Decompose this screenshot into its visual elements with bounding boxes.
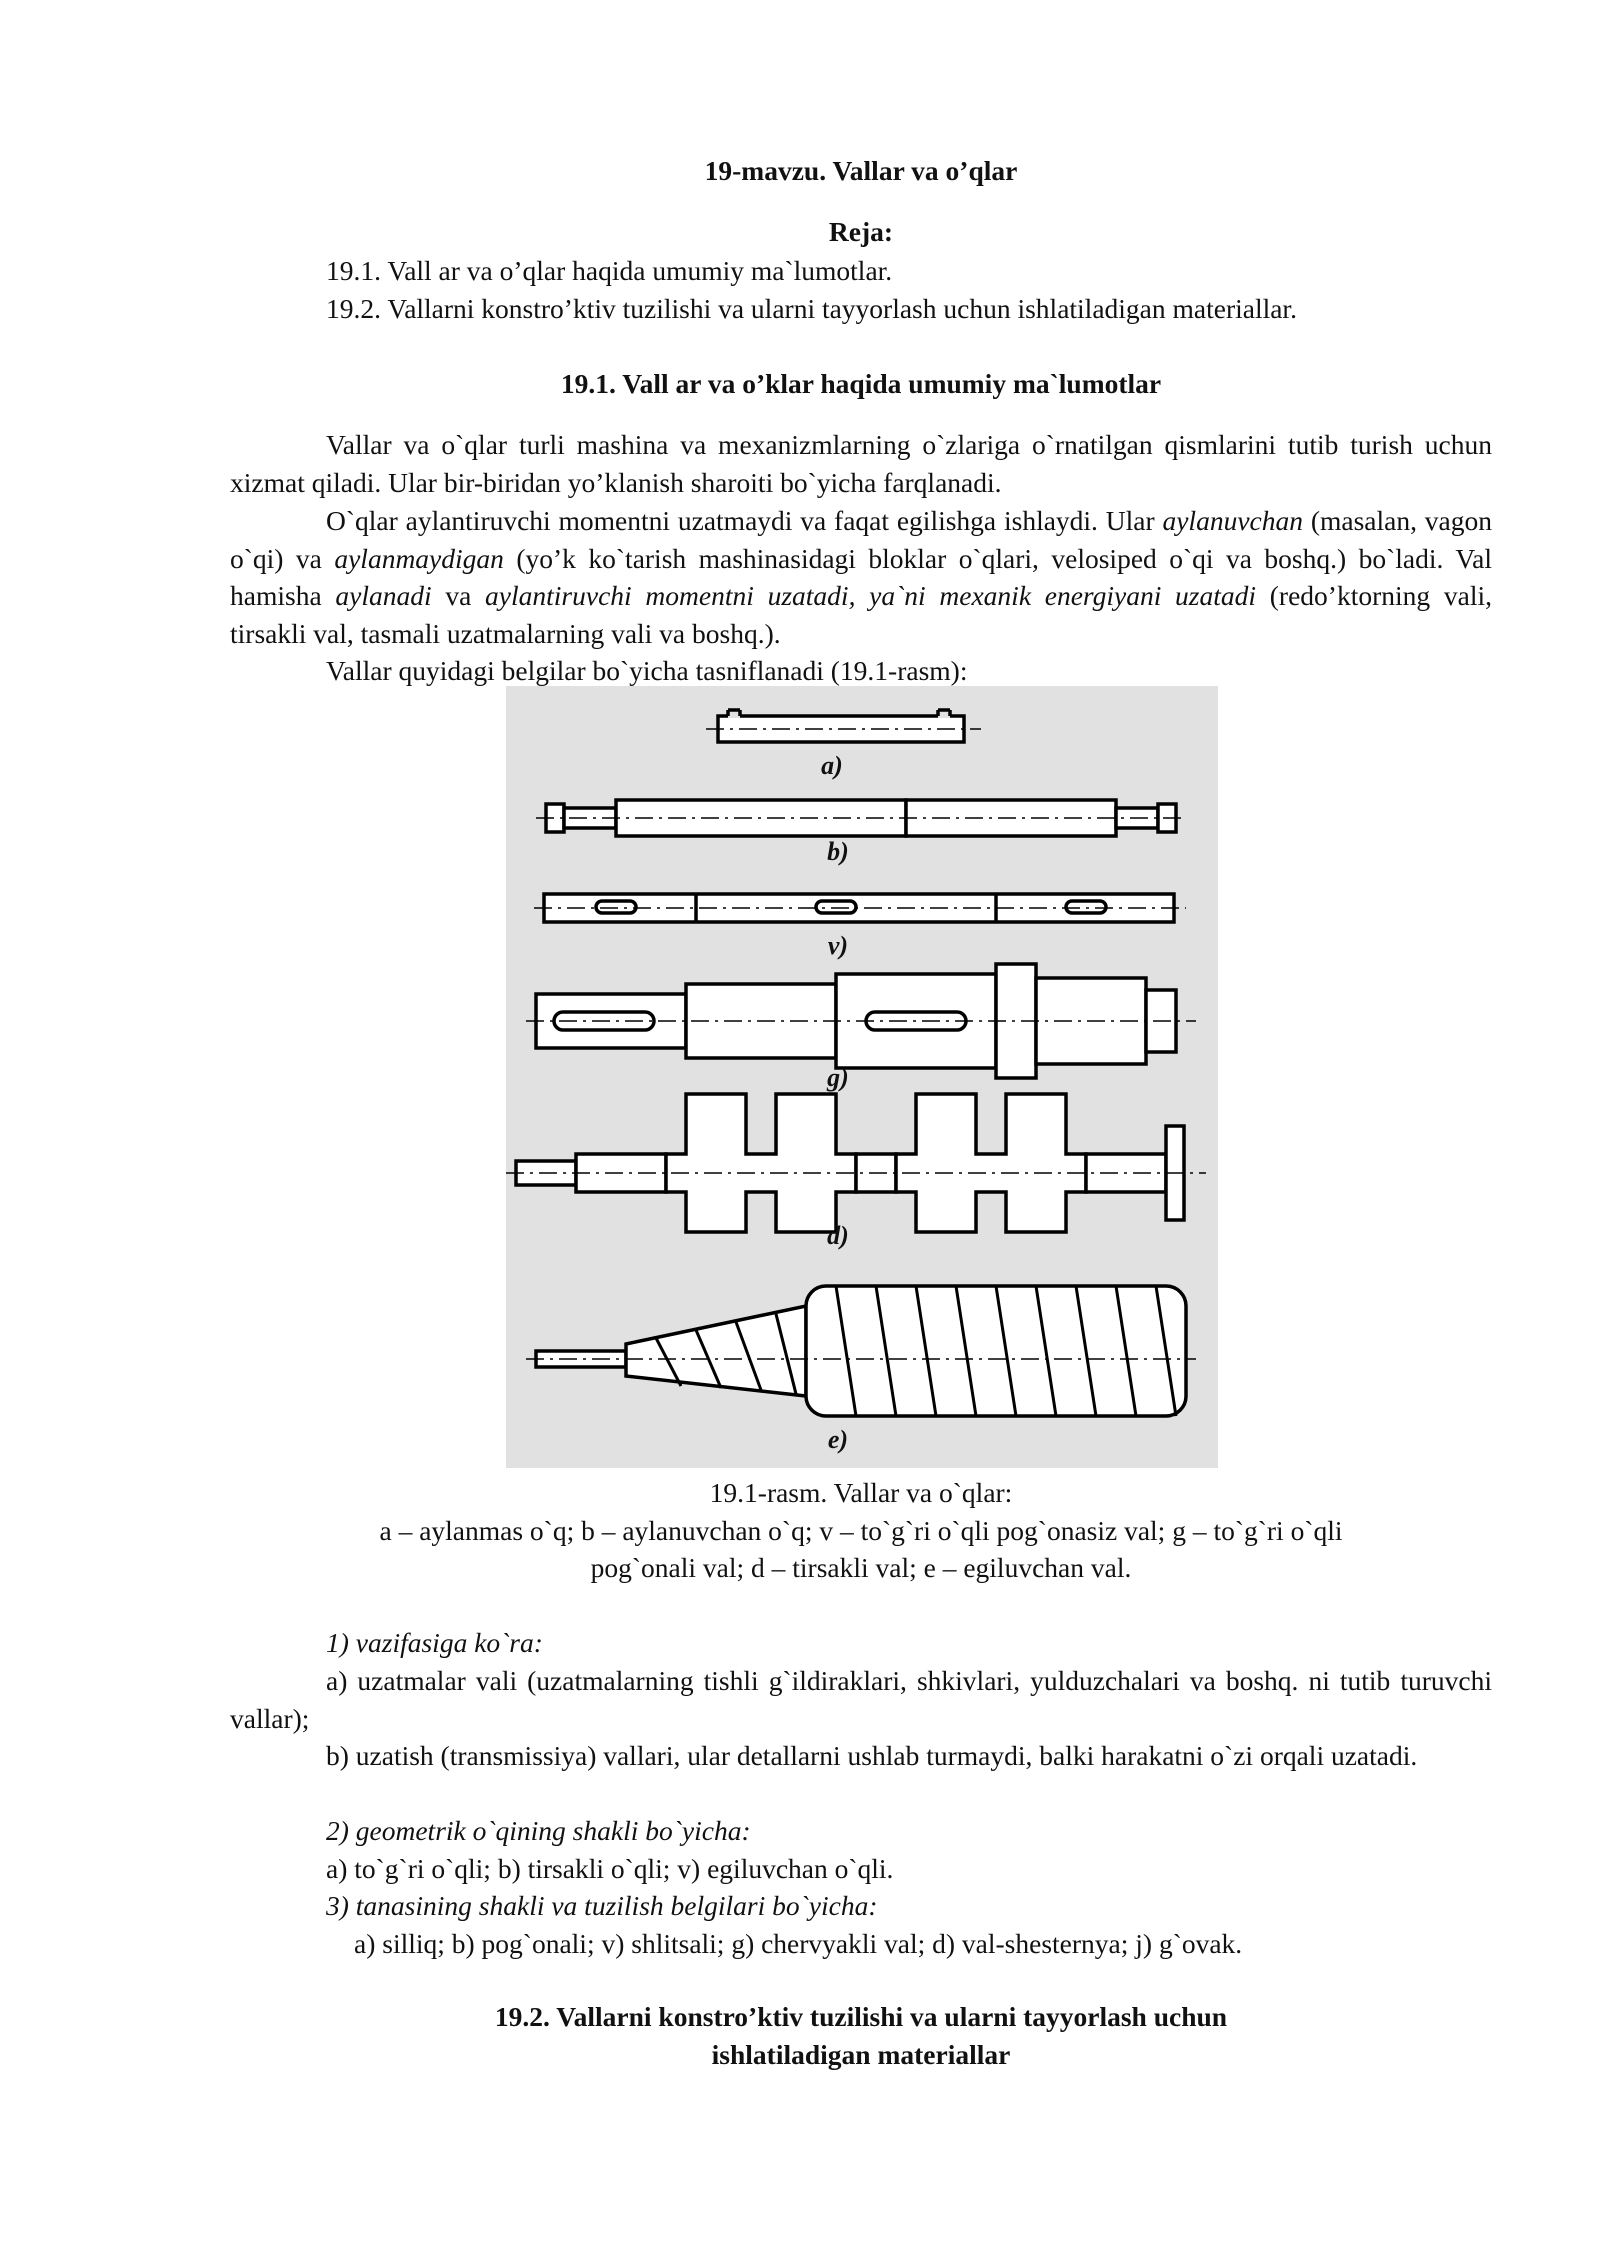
figure-shafts: [506, 686, 1218, 1468]
paragraph-2: [230, 502, 1492, 652]
section-2-heading-line-1: 19.2. Vallarni konstro’ktiv tuzilishi va ularni tayyorlash uchun: [494, 2001, 1228, 2032]
p2-italic-2: aylanmaydigan: [334, 542, 504, 574]
figure-label-g: g): [827, 1063, 849, 1092]
plan-heading: Reja:: [828, 216, 894, 247]
figure-caption-2: a – aylanmas o`q; b – aylanuvchan o`q; v – to`g`ri o`qli pog`onasiz val; g – to`g`ri o`qli: [379, 1515, 1343, 1546]
figure-caption-3: pog`onali val; d – tirsakli val; e – egiluvchan val.: [590, 1552, 1132, 1583]
figure-label-e: e): [827, 1425, 849, 1454]
figure-label-v: v): [827, 931, 849, 960]
classification-1-a: a) uzatmalar vali (uzatmalarning tishli g`ildiraklari, shkivlari, yulduzchalari va boshq. ni tutib turuvchi vallar);: [230, 1665, 1492, 1734]
paragraph-3: Vallar quyidagi belgilar bo`yicha tasniflanadi (19.1-rasm):: [326, 655, 968, 686]
figure-label-a: a): [821, 751, 843, 780]
page-title: 19-mavzu. Vallar va o’qlar: [704, 155, 1018, 186]
p2-text-4: va: [431, 580, 486, 611]
figure-label-d: d): [827, 1221, 849, 1250]
p2-italic-1: aylanuvchan: [1162, 505, 1303, 536]
section-1-heading: 19.1. Vall ar va o’klar haqida umumiy ma`lumotlar: [560, 368, 1162, 399]
p2-text-1: O`qlar aylantiruvchi momentni uzatmaydi va faqat egilishga ishlaydi. Ular: [326, 505, 1163, 536]
classification-1-heading: [230, 1624, 1492, 1662]
classification-3-items: a) silliq; b) pog`onali; v) shlitsali; g) chervyakli val; d) val-shesternya; j) g`ovak.: [354, 1928, 1243, 1959]
shaft-d-drawing: [506, 1094, 1206, 1232]
plan-item-1: 19.1. Vall ar va o’qlar haqida umumiy ma`lumotlar.: [326, 255, 893, 286]
p2-italic-3: aylanadi: [335, 580, 432, 611]
shaft-v-drawing: [534, 894, 1186, 922]
classification-1-heading-text: 1) vazifasiga ko`ra:: [326, 1627, 543, 1658]
shaft-e-drawing: [526, 1286, 1196, 1416]
p2-text-3: (yo’k ko`tarish mashinasidagi bloklar o`qlari, velosiped o`qi va boshq.) bo`ladi. Val hamisha: [230, 542, 1492, 611]
classification-2-heading: [230, 1812, 1492, 1850]
classification-2-items: a) to`g`ri o`qli; b) tirsakli o`qli; v) egiluvchan o`qli.: [326, 1853, 894, 1884]
classification-1-b: b) uzatish (transmissiya) vallari, ular detallarni ushlab turmaydi, balki harakatni o`zi orqali uzatadi.: [326, 1740, 1418, 1771]
plan-item-2: 19.2. Vallarni konstro’ktiv tuzilishi va ularni tayyorlash uchun ishlatiladigan materiallar.: [326, 293, 1297, 324]
p2-text-5: (redo’ktorning vali, tirsakli val, tasmali uzatmalarning vali va boshq.).: [230, 580, 1492, 649]
classification-3-heading: [230, 1887, 1492, 1925]
paragraph-1: Vallar va o`qlar turli mashina va mexanizmlarning o`zlariga o`rnatilgan qismlarini tutib turish uchun xizmat qiladi. Ular bir-biridan yo’klanish sharoiti bo`yicha farqlanadi.: [230, 429, 1492, 498]
shaft-g-drawing: [526, 964, 1196, 1078]
classification-3-heading-text: 3) tanasining shakli va tuzilish belgilari bo`yicha:: [326, 1890, 878, 1921]
classification-2-heading-text: 2) geometrik o`qining shakli bo`yicha:: [326, 1815, 751, 1846]
shaft-b-drawing: [536, 800, 1186, 836]
figure-drawing: [506, 686, 1218, 1468]
figure-label-b: b): [827, 837, 849, 866]
shaft-a-drawing: [706, 708, 981, 742]
p2-italic-4: aylantiruvchi momentni uzatadi, ya`ni mexanik energiyani uzatadi: [485, 580, 1257, 611]
figure-caption-1: 19.1-rasm. Vallar va o`qlar:: [709, 1477, 1013, 1508]
p2-text-2: (masalan, vagon o`qi) va: [230, 505, 1492, 574]
section-2-heading-line-2: ishlatiladigan materiallar: [711, 2039, 1011, 2070]
